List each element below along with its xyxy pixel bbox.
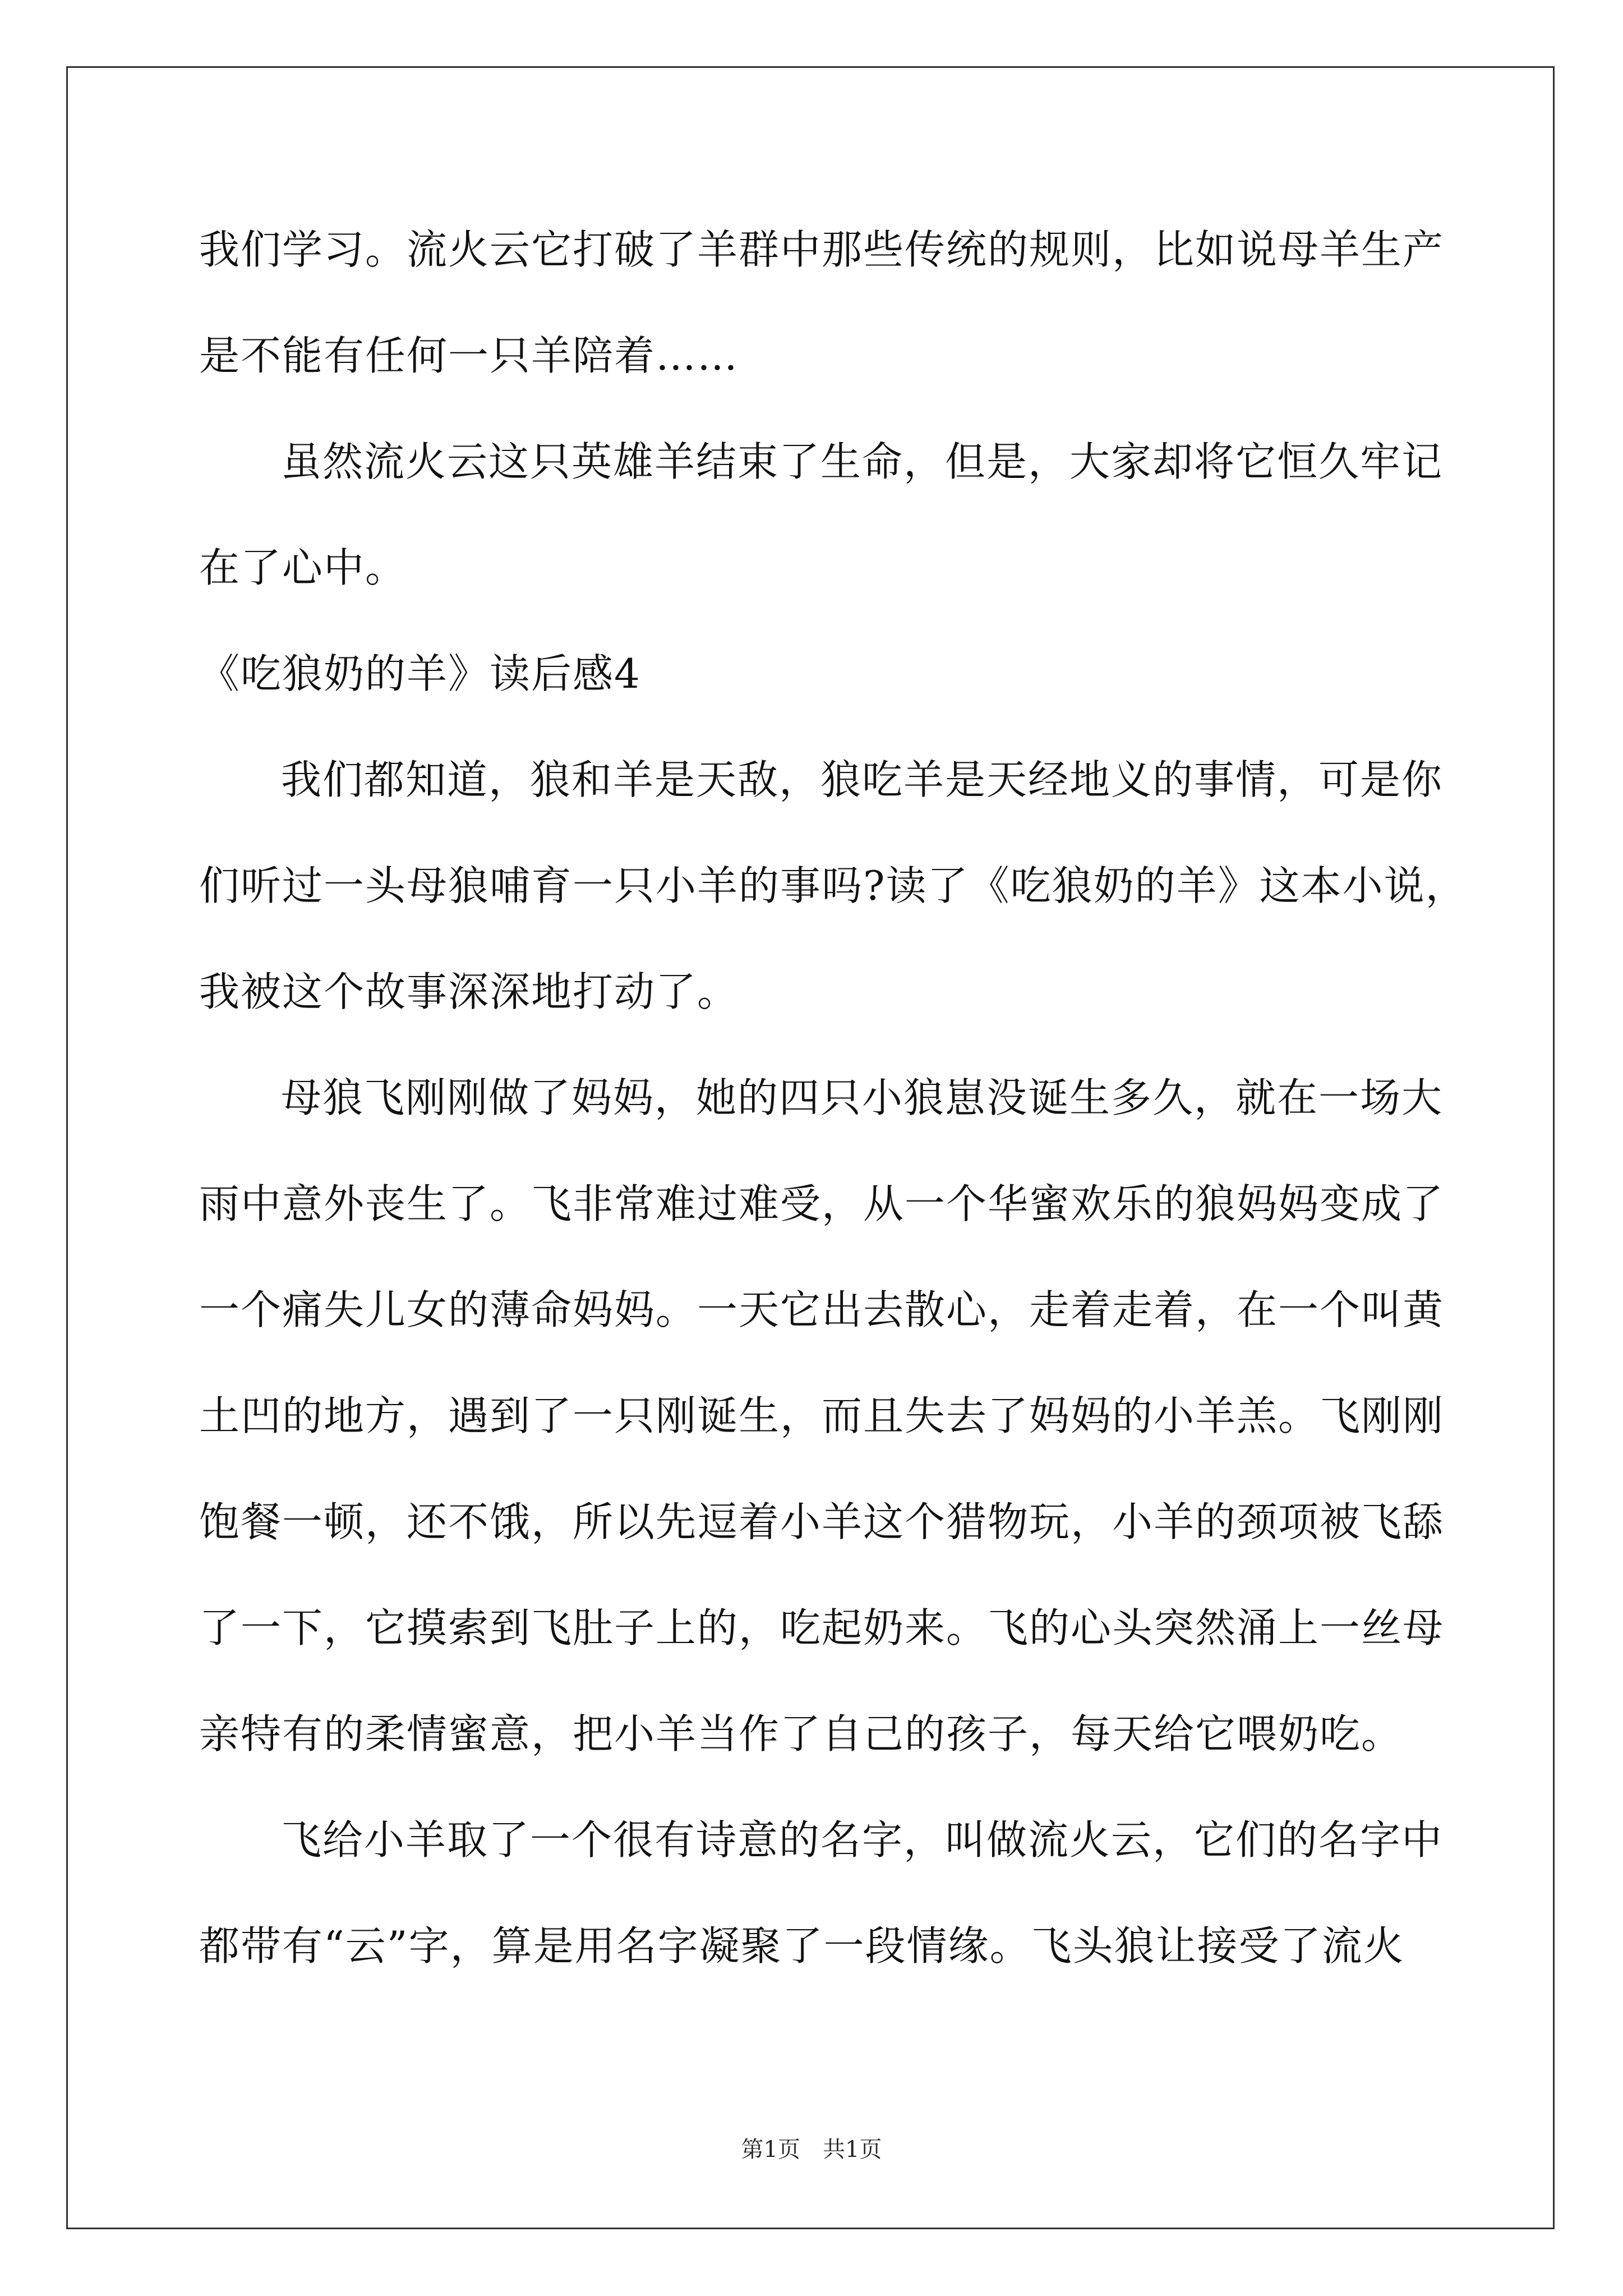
section-heading: 《吃狼奶的羊》读后感4 [199, 650, 641, 697]
document-body [199, 216, 1467, 2018]
text-line: 饱餐一顿，还不饿，所以先逗着小羊这个猎物玩，小羊的颈项被飞舔 [199, 1498, 1445, 1545]
text-line: 我被这个故事深深地打动了。 [199, 968, 739, 1015]
text-line: 雨中意外丧生了。飞非常难过难受，从一个华蜜欢乐的狼妈妈变成了 [199, 1180, 1445, 1227]
page-number-footer: 第1页 共1页 [741, 2137, 882, 2162]
text-line: 们听过一头母狼哺育一只小羊的事吗?读了《吃狼奶的羊》这本小说， [199, 862, 1467, 909]
text-line: 在了心中。 [199, 544, 407, 591]
text-line: 母狼飞刚刚做了妈妈，她的四只小狼崽没诞生多久，就在一场大 [281, 1074, 1444, 1121]
text-line: 是不能有任何一只羊陪着…… [199, 332, 739, 379]
text-line: 了一下，它摸索到飞肚子上的，吃起奶来。飞的心头突然涌上一丝母 [199, 1604, 1445, 1651]
text-line: 虽然流火云这只英雄羊结束了生命，但是，大家却将它恒久牢记 [281, 438, 1444, 485]
text-line: 一个痛失儿女的薄命妈妈。一天它出去散心，走着走着，在一个叫黄 [199, 1286, 1445, 1333]
text-line: 我们学习。流火云它打破了羊群中那些传统的规则，比如说母羊生产 [199, 226, 1445, 273]
text-line: 我们都知道，狼和羊是天敌，狼吃羊是天经地义的事情，可是你 [281, 756, 1444, 803]
text-line: 飞给小羊取了一个很有诗意的名字，叫做流火云，它们的名字中 [281, 1816, 1444, 1864]
text-line: 都带有“云”字，算是用名字凝聚了一段情缘。飞头狼让接受了流火 [199, 1922, 1405, 1970]
text-line: 亲特有的柔情蜜意，把小羊当作了自己的孩子，每天给它喂奶吃。 [199, 1710, 1403, 1757]
text-line: 土凹的地方，遇到了一只刚诞生，而且失去了妈妈的小羊羔。飞刚刚 [199, 1392, 1445, 1439]
